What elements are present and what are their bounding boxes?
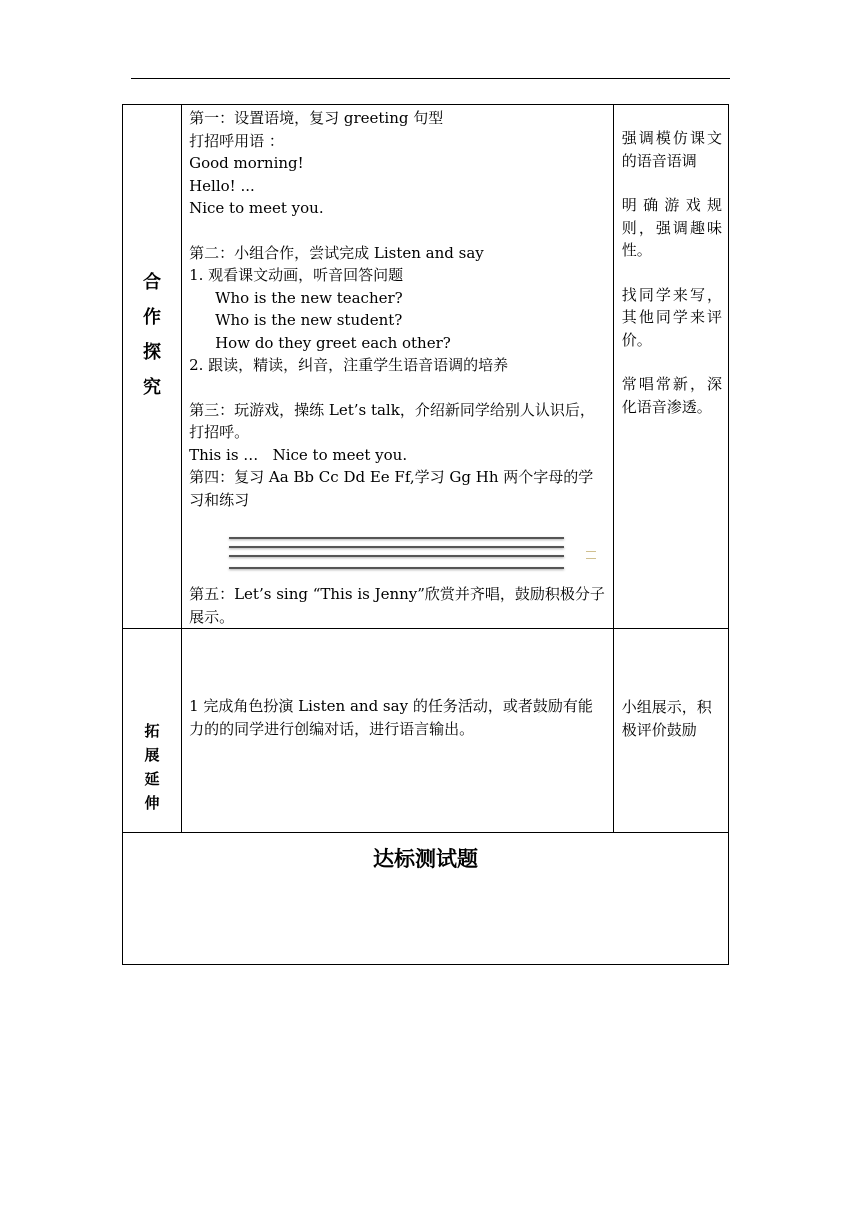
greeting-line: Nice to meet you. — [189, 199, 324, 217]
note-text: 找同学来写，其他同学来评价。 — [621, 285, 722, 349]
section-label-cooperative-inquiry — [123, 105, 181, 405]
step1-title: 第一：设置语境，复习 greeting 句型 — [189, 109, 444, 127]
question-line: Who is the new student? — [215, 311, 403, 329]
note-text: 强调模仿课文的语音语调 — [621, 129, 722, 170]
label-char: 合 — [143, 272, 162, 293]
handwriting-lines — [189, 517, 607, 571]
step3-text: 第三：玩游戏，操练 Let’s talk，介绍新同学给别人认识后，打招呼。 — [189, 400, 595, 441]
activity-content-cell — [182, 105, 614, 629]
step2-item: 1. 观看课文动画，听音回答问题 — [189, 266, 404, 284]
question-line: Who is the new teacher? — [215, 288, 403, 307]
note-text: 小组展示，积极评价鼓励 — [621, 698, 712, 739]
assessment-title: 达标测试题 — [373, 847, 478, 871]
question-line: How do they greet each other? — [215, 333, 451, 352]
extension-text: 1 完成角色扮演 Listen and say 的任务活动，或者鼓励有能力的的同学进行创编对话，进行语言输出。 — [189, 697, 593, 738]
lesson-plan-table — [122, 104, 729, 965]
extension-notes-cell — [613, 629, 728, 833]
note-text: 明确游戏规则，强调趣味性。 — [621, 196, 722, 259]
extension-content-cell — [182, 629, 614, 833]
cooperative-inquiry-row — [123, 105, 729, 629]
step5-text: 第五：Let’s sing “This is Jenny”欣赏并齐唱，鼓励积极分子展示。 — [189, 585, 605, 626]
greeting-heading: 打招呼用语 ： — [189, 131, 284, 150]
extension-row — [123, 629, 729, 833]
step4-text: 第四：复习 Aa Bb Cc Dd Ee Ff,学习 Gg Hh 两个字母的学习和练习 — [189, 468, 594, 509]
greeting-line: Good morning! — [189, 154, 304, 172]
header-rule — [131, 78, 730, 79]
assessment-row — [123, 833, 729, 965]
step3-pattern: This is … Nice to meet you. — [189, 445, 408, 464]
label-char: 伸 — [144, 794, 160, 812]
assessment-cell — [123, 833, 729, 965]
greeting-line: Hello! ... — [189, 176, 255, 195]
note-text: 常唱常新，深化语音渗透。 — [621, 375, 722, 416]
step2-title: 第二：小组合作，尝试完成 Listen and say — [189, 243, 484, 262]
label-char: 展 — [144, 746, 160, 764]
label-char: 作 — [143, 307, 162, 328]
notes-cell — [613, 105, 728, 629]
label-char: 究 — [143, 377, 162, 398]
activity-content — [182, 105, 613, 628]
step2-item: 2. 跟读，精读，纠音，注重学生语音语调的培养 — [189, 356, 509, 374]
label-char: 延 — [144, 770, 160, 788]
section-label-cell — [123, 105, 182, 629]
section-label-cell — [123, 629, 182, 833]
teaching-notes — [614, 105, 728, 418]
label-char: 拓 — [144, 722, 160, 740]
section-label-extension — [123, 629, 181, 815]
label-char: 探 — [143, 342, 162, 363]
